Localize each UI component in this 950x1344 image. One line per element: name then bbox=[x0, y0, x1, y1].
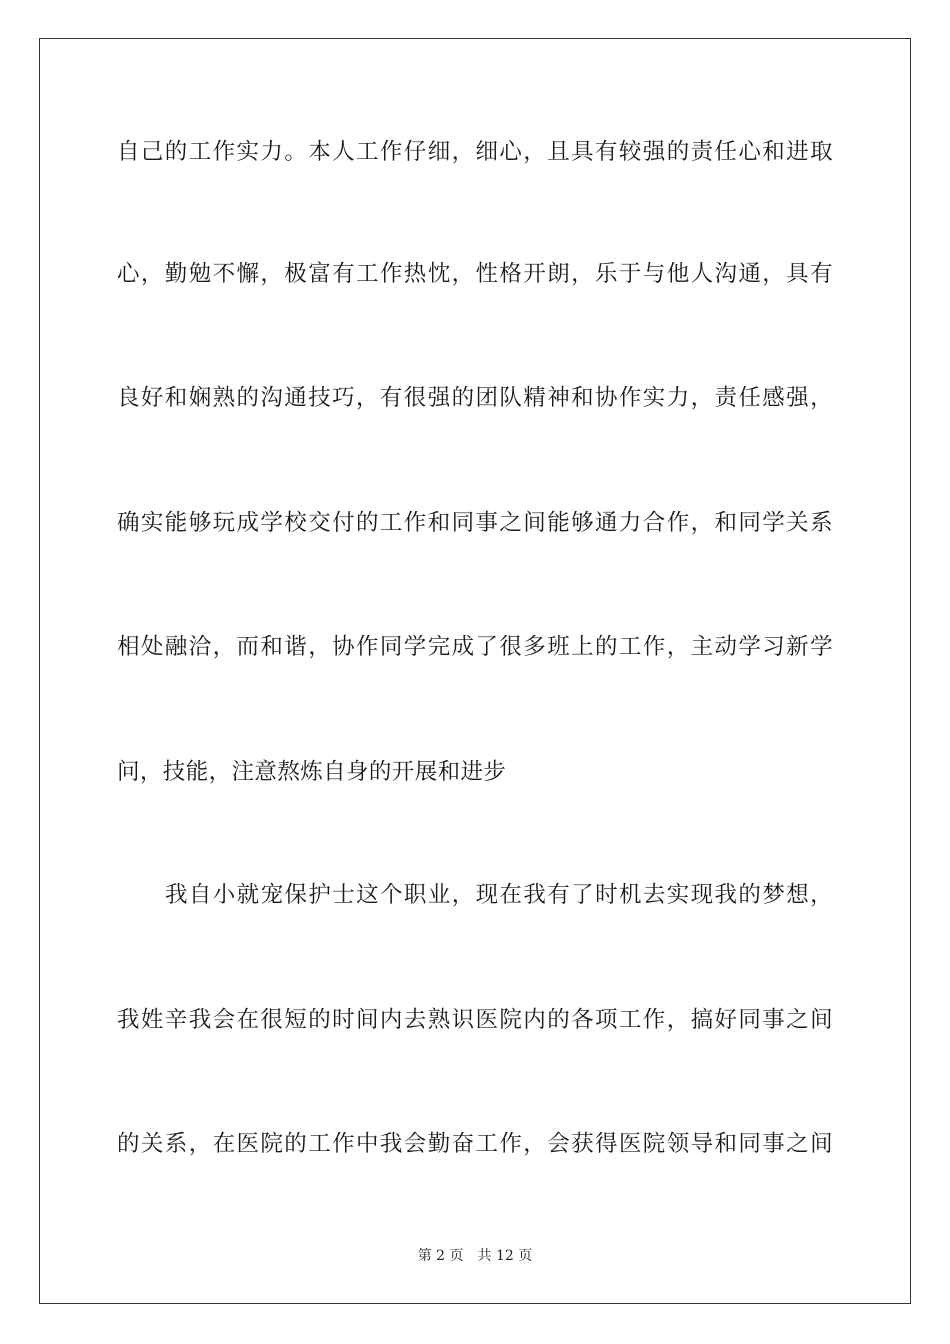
body-line-8: 我姓辛我会在很短的时间内去熟识医院内的各项工作，搞好同事之间 bbox=[117, 1007, 833, 1033]
page-number: 第 2 页 共 12 页 bbox=[417, 1248, 533, 1264]
page-border bbox=[39, 38, 911, 1304]
body-line-2: 心，勤勉不懈，极富有工作热忱，性格开朗，乐于与他人沟通，具有 bbox=[117, 261, 833, 287]
body-line-7: 我自小就宠保护士这个职业，现在我有了时机去实现我的梦想， bbox=[165, 882, 833, 908]
body-line-6: 问，技能，注意熬炼自身的开展和进步 bbox=[117, 759, 507, 785]
body-line-1: 自己的工作实力。本人工作仔细，细心，且具有较强的责任心和进取 bbox=[117, 139, 833, 165]
body-line-4: 确实能够玩成学校交付的工作和同事之间能够通力合作，和同学关系 bbox=[117, 510, 833, 536]
body-line-5: 相处融洽，而和谐，协作同学完成了很多班上的工作，主动学习新学 bbox=[117, 634, 833, 660]
body-line-9: 的关系，在医院的工作中我会勤奋工作，会获得医院领导和同事之间 bbox=[117, 1131, 833, 1157]
body-line-3: 良好和娴熟的沟通技巧，有很强的团队精神和协作实力，责任感强， bbox=[117, 385, 833, 411]
